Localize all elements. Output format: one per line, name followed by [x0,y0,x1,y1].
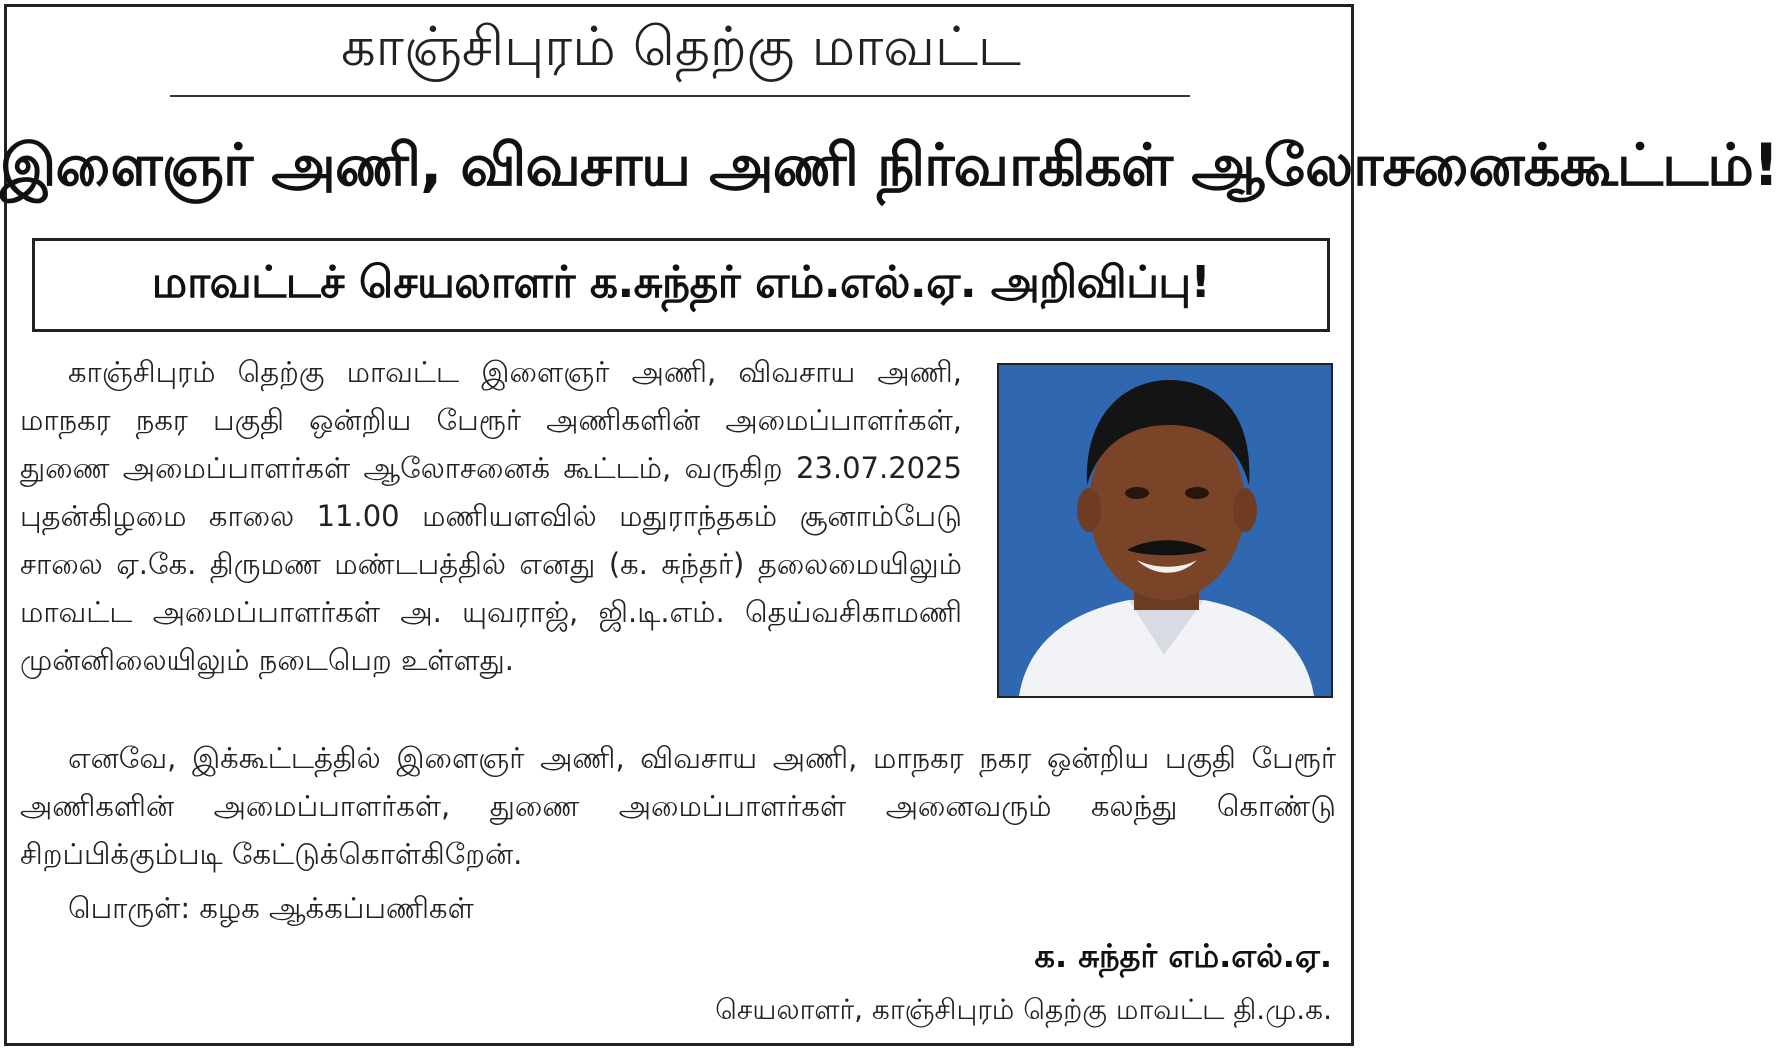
announcement-title: மாவட்டச் செயலாளர் க.சுந்தர் எம்.எல்.ஏ. அறிவிப்பு! [151,256,1211,308]
signatory-name: க. சுந்தர் எம்.எல்.ஏ. [1034,937,1332,975]
portrait-photo [997,363,1333,698]
title-divider [170,95,1190,97]
body-paragraph-2: எனவே, இக்கூட்டத்தில் இளைஞர் அணி, விவசாய அணி, மாநகர நகர ஒன்றிய பகுதி பேரூர் அணிகளின் அமைப்பாளர்கள், துணை அமைப்பாளர்கள் அனைவரும் கலந்து கொண்டு சிறப்பிக்கும்படி கேட்டுக்கொள்கிறேன். [20,741,1336,871]
portrait-illustration [999,365,1331,696]
meeting-headline: இளைஞர் அணி, விவசாய அணி நிர்வாகிகள் ஆலோசனைக்கூட்டம்! [0,131,1778,199]
subject-line: பொருள்: கழக ஆக்கப்பணிகள் [68,891,474,925]
signatory-title: செயலாளர், காஞ்சிபுரம் தெற்கு மாவட்ட தி.மு.க. [715,993,1332,1026]
announcement-box [32,238,1330,332]
district-title: காஞ்சிபுரம் தெற்கு மாவட்ட [341,15,1021,78]
body-paragraph-1: காஞ்சிபுரம் தெற்கு மாவட்ட இளைஞர் அணி, விவசாய அணி, மாநகர நகர பகுதி ஒன்றிய பேரூர் அணிகளின் அமைப்பாளர்கள், துணை அமைப்பாளர்கள் ஆலோசனைக் கூட்டம், வருகிற 23.07.2025 புதன்கிழமை காலை 11.00 மணியளவில் மதுராந்தகம் சூனாம்பேடு சாலை ஏ.கே. திருமண மண்டபத்தில் எனது (க. சுந்தர்) தலைமையிலும் மாவட்ட அமைப்பாளர்கள் அ. யுவராஜ், ஜி.டி.எம். தெய்வசிகாமணி முன்னிலையிலும் நடைபெற உள்ளது. [20,355,962,677]
